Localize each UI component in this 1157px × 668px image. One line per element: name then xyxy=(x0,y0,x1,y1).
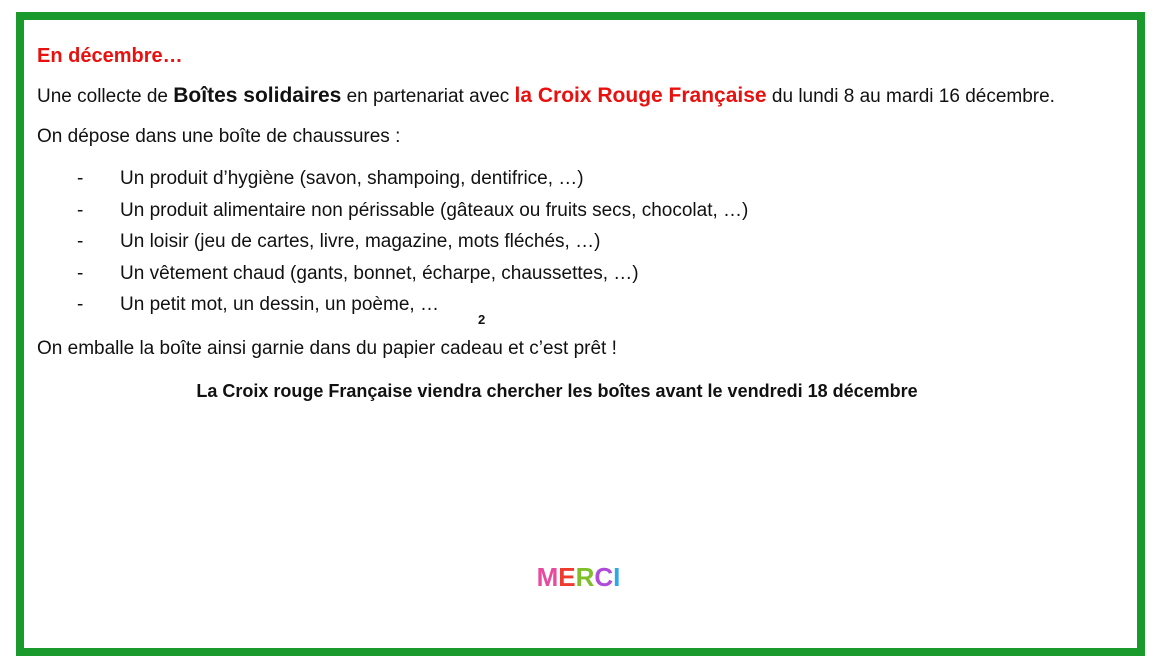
merci-letter: M xyxy=(536,562,559,592)
intro-part-2: en partenariat avec xyxy=(341,86,515,107)
list-item xyxy=(37,289,1077,321)
list-item xyxy=(37,226,1077,258)
intro-paragraph xyxy=(37,82,1077,111)
merci-letter: R xyxy=(575,562,595,592)
croix-rouge-label: la Croix Rouge Française xyxy=(514,84,767,107)
boites-solidaires-label: Boîtes solidaires xyxy=(173,84,342,107)
dash-bullet: - xyxy=(77,262,84,284)
list-item-text: Un produit d’hygiène (savon, shampoing, dentifrice, …) xyxy=(120,168,584,189)
intro-part-3: du lundi 8 au mardi 16 décembre. xyxy=(766,86,1055,107)
intro-part-1: Une collecte de xyxy=(37,86,174,107)
dash-bullet: - xyxy=(77,294,84,315)
wrap-paragraph: On emballe la boîte ainsi garnie dans du papier cadeau et c’est prêt ! xyxy=(37,337,617,359)
stray-mark: 2 xyxy=(478,312,486,327)
pickup-notice: La Croix rouge Française viendra chercher les boîtes avant le vendredi 18 décembre xyxy=(196,380,918,401)
list-item-text: Un loisir (jeu de cartes, livre, magazine, mots fléchés, …) xyxy=(120,231,601,252)
list-item-text: Un petit mot, un dessin, un poème, … xyxy=(120,294,439,315)
list-item xyxy=(37,258,1077,290)
list-item xyxy=(37,195,1077,227)
dash-bullet: - xyxy=(77,168,84,189)
items-list xyxy=(37,163,1077,321)
dash-bullet: - xyxy=(77,231,84,252)
list-item xyxy=(37,163,1077,195)
dash-bullet: - xyxy=(77,199,84,221)
document-body xyxy=(37,42,1077,405)
merci-wordmark xyxy=(0,562,1157,593)
list-item-text: Un produit alimentaire non périssable (gâteaux ou fruits secs, chocolat, …) xyxy=(120,199,749,221)
merci-letter: I xyxy=(613,562,621,592)
merci-letter: E xyxy=(558,562,576,592)
list-item-text: Un vêtement chaud (gants, bonnet, écharpe, chaussettes, …) xyxy=(120,262,639,284)
merci-letter: C xyxy=(594,562,614,592)
deposit-paragraph: On dépose dans une boîte de chaussures : xyxy=(37,126,401,147)
heading: En décembre… xyxy=(37,45,183,67)
